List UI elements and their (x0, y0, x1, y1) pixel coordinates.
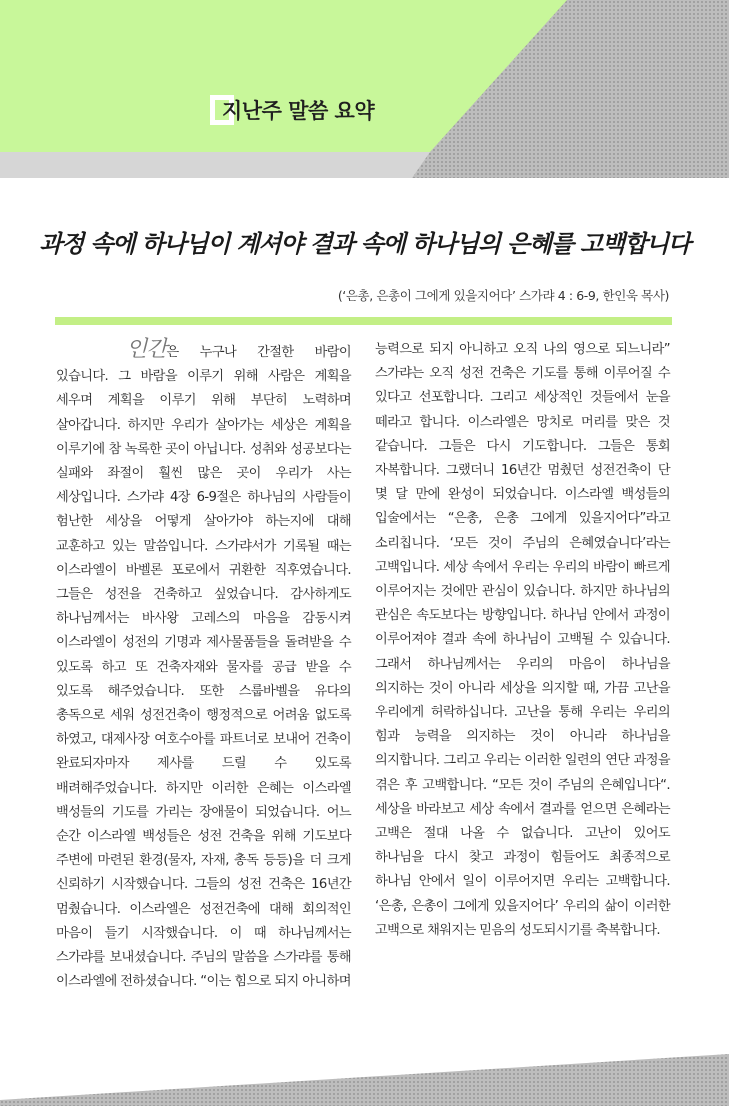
right-text-column (375, 338, 670, 943)
drop-word: 인간 (126, 337, 167, 362)
title-divider (55, 317, 672, 325)
scripture-reference: (‘은총, 은총이 그에게 있을지어다’ 스가랴 4 : 6-9, 한인욱 목사) (337, 288, 669, 303)
left-column-text: 은 누구나 간절한 바람이 있습니다. 그 바람을 이루기 위해 사람은 계획을 세우며 계획을 이루기 위해 부단히 노력하며 살아갑니다. 하지만 우리가 살아가는 세상은 계획을 이루기에 참 녹록한 곳이 아닙니다. 성취와 성공보다는 실패와 좌절이 훨씬 많은 곳이 우리가 사는 세상입니다. 스가랴 4장 6-9절은 하나님의 사람들이 험난한 세상을 어떻게 살아가야 하는지에 대해 교훈하고 있는 말씀입니다. 스가랴서가 기록될 때는 이스라엘이 바벨론 포로에서 귀환한 직후였습니다. 그들은 성전을 건축하고 싶었습니다. 감사하게도 하나님께서는 바사왕 고레스의 마음을 감동시켜 이스라엘이 성전의 기명과 제사물품들을 돌려받을 수 있도록 하고 또 건축자재와 물자를 공급 받을 수 있도록 해주었습니다. 또한 스룹바벨을 유다의 총독으로 세워 성전건축이 행정적으로 어려움 없도록 하였고, 대제사장 여호수아를 파트너로 보내어 건축이 완료되자마자 제사를 드릴 수 있도록 배려해주었습니다. 하지만 이러한 은혜는 이스라엘 백성들의 기도를 가리는 장애물이 되었습니다. 어느 순간 이스라엘 백성들은 성전 건축을 위해 기도보다 주변에 마련된 환경(물자, 자재, 총독 등등)을 더 크게 신뢰하기 시작했습니다. 그들의 성전 건축은 16년간 멈췄습니다. 이스라엘은 성전건축에 대해 회의적인 마음이 들기 시작했습니다. 이 때 하나님께서는 스가랴를 보내셨습니다. 주님의 말씀을 스가랴를 통해 이스라엘에 전하셨습니다. “이는 힘으로 되지 아니하며 (56, 345, 351, 990)
left-text-column (56, 338, 351, 994)
right-column-text: 능력으로 되지 아니하고 오직 나의 영으로 되느니라” 스가랴는 오직 성전 건축은 기도를 통해 이루어질 수 있다고 선포합니다. 그리고 세상적인 것들에서 눈을 떼라고 합니다. 이스라엘은 망치로 머리를 맞은 것 같습니다. 그들은 다시 기도합니다. 그들은 통회 자복합니다. 그랬더니 16년간 멈췄던 성전건축이 단 몇 달 만에 완성이 되었습니다. 이스라엘 백성들의 입술에서는 “은총, 은총 그에게 있을지어다”라고 소리칩니다. ‘모든 것이 주님의 은혜였습니다’라는 고백입니다. 세상 속에서 우리는 우리의 바람이 빠르게 이루어지는 것에만 관심이 있습니다. 하지만 하나님의 관심은 속도보다는 방향입니다. 하나님 안에서 과정이 이루어져야 결과 속에 하나님이 고백될 수 있습니다. 그래서 하나님께서는 우리의 마음이 하나님을 의지하는 것이 아니라 세상을 의지할 때, 가끔 고난을 우리에게 허락하십니다. 고난을 통해 우리는 우리의 힘과 능력을 의지하는 것이 아니라 하나님을 의지합니다. 그리고 우리는 이러한 일련의 연단 과정을 겪은 후 고백합니다. “모든 것이 주님의 은혜입니다“. 세상을 바라보고 세상 속에서 결과를 얻으면 은혜라는 고백은 절대 나올 수 없습니다. 고난이 있어도 하나님을 다시 찾고 과정이 힘들어도 최종적으로 하나님 안에서 일이 이루어지면 우리는 고백합니다. ‘은총, 은총이 그에게 있을지어다’ 우리의 삶이 이러한 고백으로 채워지는 믿음의 성도되시기를 축복합니다. (375, 342, 670, 938)
section-title: 지난주 말씀 요약 (222, 99, 375, 123)
section-heading (210, 90, 374, 130)
sermon-title: 과정 속에 하나님이 계셔야 결과 속에 하나님의 은혜를 고백합니다 (39, 229, 690, 258)
